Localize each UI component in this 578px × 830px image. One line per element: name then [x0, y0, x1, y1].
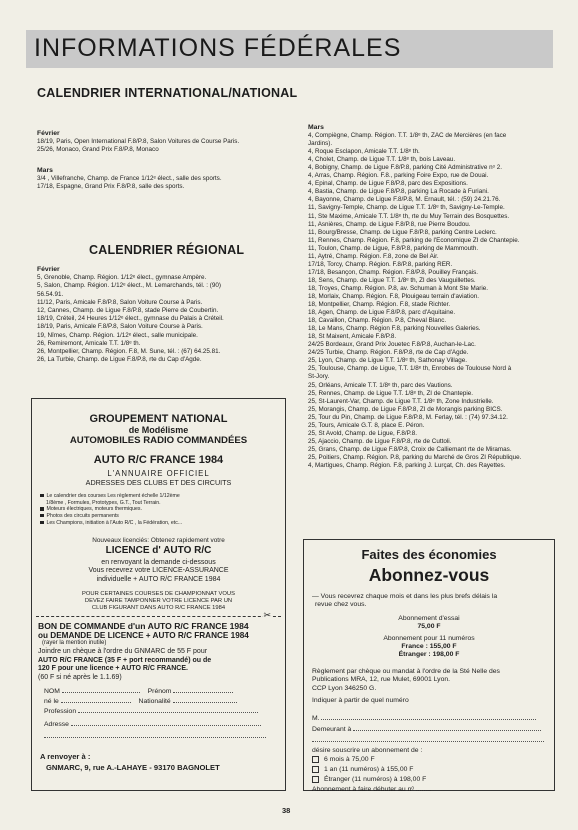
event-item: 5, Salon, Champ. Région. 1/12ᵉ élect., M. Lemarchands, tél. : (90)	[37, 282, 221, 290]
option-etranger-label: Étranger (11 numéros) à 198,00 F	[324, 776, 427, 784]
courses-l3: CLUB FIGURANT DANS AUTO R/C FRANCE 1984	[91, 604, 226, 611]
abo-intro	[312, 593, 546, 610]
page-number: 38	[282, 806, 291, 815]
courses-l2: DEVEZ FAIRE TAMPONNER VOTRE LICENCE PAR UN	[84, 597, 233, 604]
feature-text: Les Champions, initiation à l'Auto R/C , la Fédération, etc...	[46, 519, 183, 526]
event-item: 4, Martigues, Champ. Région. F.8, parking J. Lurçat, Ch. des Rayettes.	[308, 461, 506, 469]
event-item: 19, Nîmes, Champ. Région. 1/12ᵉ élect., salle municipale.	[37, 331, 198, 339]
event-item: 18/19, Créteil, 24 Heures 1/12ᵉ élect., gymnase du Palais à Créteil.	[37, 315, 224, 323]
event-item: 11, Rennes, Champ. Région. F.8, parking de l'Economique ZI de Chantepie.	[308, 236, 520, 244]
event-item: 17/18, Espagne, Grand Prix F.8/P.8, salle des sports.	[37, 183, 185, 191]
nationalite-label: Nationalité	[138, 697, 171, 705]
joindre-text	[38, 648, 279, 683]
m-label: M.	[312, 715, 320, 723]
renvoyer-label: A renvoyer à :	[40, 751, 91, 761]
prenom-field[interactable]	[173, 692, 233, 693]
reglement-text	[312, 668, 546, 706]
event-item: 11, Ste Maxime, Amicale T.T. 1/8ᵉ th, rte du Muy Terrain des Bosquettes.	[308, 212, 510, 220]
demeurant-field[interactable]	[353, 730, 541, 731]
event-item: 18, Agen, Champ. de Ligue F.8/P.8, parc d'Aquitaine.	[308, 309, 456, 317]
order-form	[44, 687, 277, 742]
birthdate-field[interactable]	[61, 702, 131, 703]
subscription-box	[303, 539, 555, 794]
etranger-price: Étranger : 198,00 F	[398, 651, 460, 659]
gnmarc-address: GNMARC, 9, rue A.-LAHAYE - 93170 BAGNOLET	[46, 762, 220, 772]
feature-item	[40, 500, 279, 507]
bon-l1: BON DE COMMANDE d'un AUTO R/C FRANCE 1984	[38, 620, 249, 631]
bullet-icon	[40, 521, 44, 525]
abo-prices	[304, 615, 554, 660]
month-label: Mars	[308, 124, 324, 131]
month-label: Février	[37, 130, 60, 137]
event-item: 11, Asnières, Champ. de Ligue F.8/P.8, rue Pierre Boudou.	[308, 220, 471, 228]
desire-label: désire souscrire un abonnement de :	[312, 747, 423, 755]
event-item: 4, Bobigny, Champ. de Ligue F.8/P.8, parking Cité Administrative nᵒ 2.	[308, 164, 502, 172]
adresse-field-2[interactable]	[44, 737, 266, 738]
adresse-label: Adresse	[44, 720, 69, 728]
profession-field[interactable]	[78, 712, 258, 713]
joindre-l3: 120 F pour une licence + AUTO R/C FRANCE.	[38, 665, 188, 673]
event-item: 18, Cavaillon, Champ. Région. P.8, Cheval Blanc.	[308, 317, 447, 325]
option-1-an-label: 1 an (11 numéros) à 155,00 F	[324, 766, 414, 774]
event-item: 17/18, Torcy, Champ. Région. F.8/P.8, parking RER.	[308, 260, 453, 268]
nom-label: NOM	[44, 687, 60, 695]
profession-label: Profession	[44, 707, 77, 715]
event-item: 12, Cannes, Champ. de Ligue F.8/P.8, stade Pierre de Coubertin.	[37, 307, 219, 315]
event-item: 18, Montpellier, Champ. Région. F.8, stade Richter.	[308, 301, 451, 309]
event-item: 18, Sens, Champ. de Ligue T.T. 1/8ᵉ th, ZI des Vauguillettes.	[308, 276, 476, 284]
rayer-text: (rayer la mention inutile)	[42, 639, 107, 646]
event-item: 18, Troyes, Champ. Région. P.8, av. Schuman à Mont Ste Marie.	[308, 284, 489, 292]
event-item: 26, La Turbie, Champ. de Ligue F.8/P.8, rte du Cap d'Agde.	[37, 356, 202, 364]
prenom-label: Prénom	[147, 687, 172, 695]
licence-l2: Vous recevrez votre LICENCE-ASSURANCE	[88, 567, 229, 575]
abo-intro-l1: — Vous recevrez chaque mois et dans les plus brefs délais la	[312, 593, 498, 600]
event-item: Jardins).	[308, 140, 333, 148]
event-item: 4, Bayonne, Champ. de Ligue F.8/P.8, M. Ernault, tél. : (59) 24.21.76.	[308, 196, 501, 204]
abo-form	[312, 713, 546, 795]
annuaire-name: AUTO R/C FRANCE 1984	[93, 454, 224, 466]
event-item: 25, St-Laurent-Var, Champ. de Ligue T.T. 1/8ᵉ th, Zone Industrielle.	[308, 397, 494, 405]
licence-l1: en renvoyant la demande ci-dessous	[101, 558, 216, 566]
demeurant-label: Demeurant à	[312, 726, 352, 734]
reglement-l1: Règlement par chèque ou mandat à l'ordre de la Sté Nelle des	[312, 667, 500, 675]
event-item: 11, Savigny-Temple, Champ. de Ligue T.T. 1/8ᵉ th, Savigny-Le-Temple.	[308, 204, 505, 212]
courses-l1: POUR CERTAINES COURSES DE CHAMPIONNAT VOUS	[82, 590, 235, 597]
event-item: 25, Rennes, Champ. de Ligue T.T. 1/8ᵉ th, ZI de Chantepie.	[308, 389, 473, 397]
event-item: 56.54.91.	[37, 290, 64, 298]
option-6-mois-label: 6 mois à 75,00 F	[324, 756, 375, 764]
gnarc-title: GROUPEMENT NATIONAL	[89, 413, 228, 425]
intl-heading: CALENDRIER INTERNATIONAL/NATIONAL	[37, 86, 298, 100]
gnmarc-box	[31, 398, 286, 791]
joindre-l2: AUTO R/C FRANCE (35 F + port recommandé) ou de	[38, 656, 212, 664]
event-item: 18/19, Paris, Open International F.8/P.8, Salon Voitures de Course Paris.	[37, 138, 240, 146]
essai-label: Abonnement d'essai	[398, 614, 460, 622]
indiquer-label: Indiquer à partir de quel numéro	[312, 697, 409, 705]
licence-l3: individuelle + AUTO R/C FRANCE 1984	[96, 576, 221, 584]
event-item: 17/18, Besançon, Champ. Région. F.8/P.8, Pouilley Français.	[308, 268, 478, 276]
abo-intro-l2: revue chez vous.	[315, 601, 367, 609]
event-item: 11, Bourg/Bresse, Champ. de Ligue F.8/P.8, parking Centre Leclerc.	[308, 228, 497, 236]
reglement-l3: CCP Lyon 346250 G.	[312, 684, 377, 692]
joindre-l1: Joindre un chèque à l'ordre du GNMARC de 55 F pour	[38, 647, 208, 655]
scissors-icon: ✂	[263, 609, 271, 620]
event-item: 4, Compiègne, Champ. Région. T.T. 1/8ᵉ th, ZAC de Mercières (en face	[308, 132, 507, 140]
joindre-l4: (60 F si né après le 1.1.69)	[38, 674, 122, 682]
option-1-an-checkbox[interactable]	[312, 766, 319, 773]
feature-item	[40, 520, 279, 527]
abo-title: Faites des économies	[361, 547, 497, 562]
bullet-icon	[40, 514, 44, 518]
event-item: 25, Morangis, Champ. de Ligue F.8/P.8, ZI de Morangis parking BICS.	[308, 405, 503, 413]
event-item: 4, Epinal, Champ. de Ligue F.8/P.8, parc des Expositions.	[308, 180, 468, 188]
nationalite-field[interactable]	[173, 702, 237, 703]
event-item: 25, Tour du Pin, Champ. de Ligue F.8/P.8, M. Ferlay, tél. : (74) 97.34.12.	[308, 413, 508, 421]
bullet-icon	[40, 507, 44, 511]
event-item: St-Jory.	[308, 373, 330, 381]
name-field[interactable]	[321, 719, 536, 720]
regional-mars	[308, 124, 560, 470]
event-item: 11, Toulon, Champ. de Ligue, F.8/P.8, parking de Mammouth.	[308, 244, 479, 252]
regional-feb	[37, 266, 299, 364]
gnarc-title-2: AUTOMOBILES RADIO COMMANDÉES	[69, 435, 248, 446]
france-price: France : 155,00 F	[401, 643, 457, 651]
month-label: Février	[37, 266, 60, 273]
cut-line	[36, 609, 281, 620]
licencies-text: Nouveaux licenciés: Obtenez rapidement votre	[92, 536, 225, 544]
event-item: 4, Arras, Champ. Région. F.8., parking Foire Expo, rue de Douai.	[308, 172, 489, 180]
event-item: 11/12, Paris, Amicale F.8/P.8, Salon Voiture Course à Paris.	[37, 298, 203, 306]
event-item: 25, Lyon, Champ. de Ligue T.T. 1/8ᵉ th, Sathonay Village.	[308, 357, 468, 365]
event-item: 4, Cholet, Champ. de Ligue T.T. 1/8ᵉ th, bois Laveau.	[308, 156, 456, 164]
event-item: 18, St Maixent, Amicale F.8/P.8.	[308, 333, 397, 341]
feature-list	[40, 493, 279, 527]
event-item: 25, Tours, Amicale G.T. 8, place E. Péron.	[308, 421, 425, 429]
debuter-label: Abonnement à faire débuter au nᵒ ........	[312, 786, 431, 794]
adresse-field[interactable]	[71, 725, 261, 726]
option-etranger-checkbox[interactable]	[312, 776, 319, 783]
event-item: 18, Le Mans, Champ. Région F.8, parking Nouvelles Galeries.	[308, 325, 481, 333]
event-item: 18, Morlaix, Champ. Région. F.8, Plouigeau terrain d'aviation.	[308, 292, 479, 300]
event-item: 11, Aytré, Champ. Région. F.8, zone de Bel Air.	[308, 252, 439, 260]
annuaire-sub: L'ANNUAIRE OFFICIEL	[107, 469, 210, 478]
feature-item	[40, 513, 279, 520]
event-item: 26, Montpellier, Champ. Région. F.8, M. Sune, tél. : (67) 64.25.81.	[37, 348, 221, 356]
regional-heading: CALENDRIER RÉGIONAL	[89, 243, 245, 257]
bon-l2: ou DEMANDE DE LICENCE + AUTO R/C FRANCE 1984	[38, 630, 249, 640]
event-item: 3/4 , Villefranche, Champ. de France 1/12ᵉ élect., salle des sports.	[37, 174, 222, 182]
option-6-mois-checkbox[interactable]	[312, 756, 319, 763]
annuaire-sub2: ADRESSES DES CLUBS ET DES CIRCUITS	[85, 478, 232, 487]
licence-title: LICENCE d' AUTO R/C	[105, 544, 212, 556]
ne-le-label: né le	[44, 697, 59, 705]
event-item: 25/26, Monaco, Grand Prix F.8/P.8, Monaco	[37, 146, 159, 154]
event-item: 18/19, Paris, Amicale F.8/P.8, Salon Voiture Course à Paris.	[37, 323, 203, 331]
feature-text: Le calendrier des courses Les règlement échelle 1/12ème	[46, 493, 180, 499]
gnarc-subtitle: de Modélisme	[128, 425, 189, 435]
bullet-icon	[40, 494, 44, 498]
feature-text: 1/8ème , Formules, Prototypes, G.T., Tout Terrain.	[46, 499, 161, 506]
event-item: 26, Remiremont, Amicale T.T. 1/8ᵉ th.	[37, 339, 141, 347]
feature-text: Moteurs électriques, moteurs thermiques.	[46, 506, 142, 513]
page-title: INFORMATIONS FÉDÉRALES	[34, 34, 402, 62]
event-item: 4, Roque Esclapon, Amicale T.T. 1/8ᵉ th.	[308, 148, 420, 156]
event-item: 4, Bastia, Champ. de Ligue F.8/P.8, parking La Rocade à Furiani.	[308, 188, 489, 196]
event-item: 24/25 Turbie, Champ. Région. F.8/P.8, rte de Cap d'Agde.	[308, 349, 469, 357]
feature-item	[40, 506, 279, 513]
feature-text: Photos des circuits permanents	[46, 513, 119, 520]
event-item: 25, Ajaccio, Champ. de Ligue F.8/P.8, rte de Cuttoli.	[308, 437, 452, 445]
feature-item	[40, 493, 279, 500]
essai-price: 75,00 F	[417, 623, 441, 631]
nom-field[interactable]	[62, 692, 140, 693]
event-item: 5, Grenoble, Champ. Région. 1/12ᵉ élect., gymnase Ampère.	[37, 274, 207, 282]
reglement-l2: Publications MRA, 12, rue Mulet, 69001 Lyon.	[312, 676, 451, 684]
event-item: 25, Toulouse, Champ. de Ligue, T.T. 1/8ᵉ th, Enrobes de Toulouse Nord à	[308, 365, 512, 373]
event-item: 25, Grans, Champ. de Ligue F.8/P.8, Croix de Calliemant rte de Miramas.	[308, 445, 512, 453]
event-item: 25, Poitiers, Champ. Région. P.8, parking du Marché de Gros ZI République.	[308, 453, 522, 461]
intl-calendar	[37, 124, 299, 191]
event-item: 25, St Avold, Champ. de Ligue, F.8/P.8.	[308, 429, 417, 437]
event-item: 24/25 Bordeaux, Grand Prix Jouetec F.8/P.8, Auchan-le-Lac.	[308, 341, 476, 349]
event-item: 25, Orléans, Amicale T.T. 1/8ᵉ th, parc des Vautions.	[308, 381, 453, 389]
address-field-2[interactable]	[312, 741, 544, 742]
abo-subtitle: Abonnez-vous	[368, 565, 490, 585]
month-label: Mars	[37, 166, 53, 174]
onze-label: Abonnement pour 11 numéros	[383, 634, 475, 642]
